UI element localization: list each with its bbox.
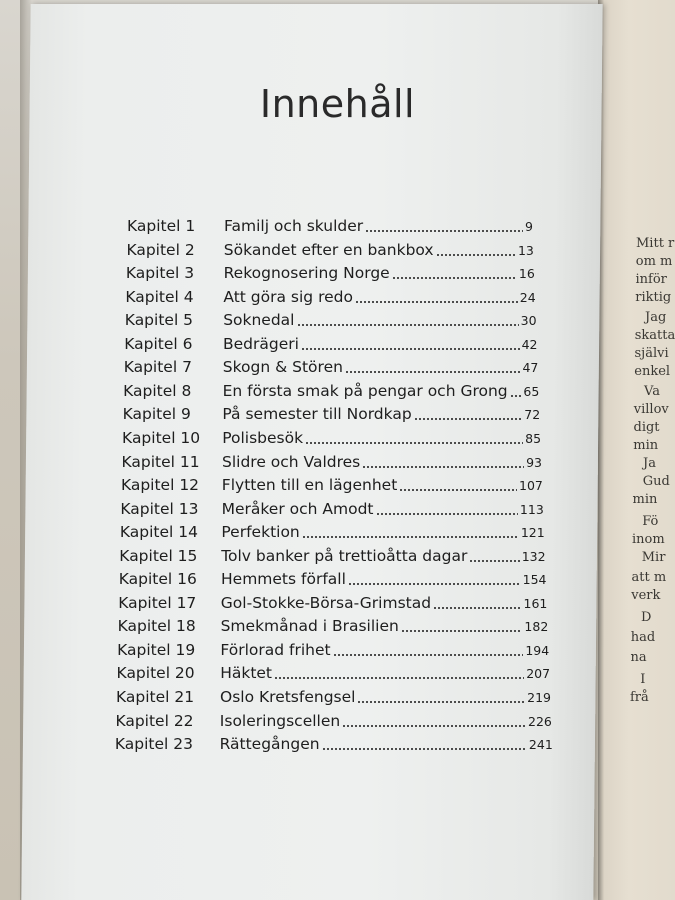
chapter-entry — [223, 308, 536, 333]
chapter-title: Tolv banker på trettioåtta dagar — [221, 546, 468, 565]
chapter-label: Kapitel 14 — [119, 523, 198, 542]
page-number: 182 — [524, 619, 549, 635]
facing-page-text: Mir — [641, 550, 666, 565]
dot-leader — [302, 532, 519, 539]
toc-row — [0, 709, 675, 733]
chapter-title: Förlorad frihet — [220, 640, 331, 659]
chapter-entry — [222, 450, 542, 475]
chapter-label: Kapitel 9 — [122, 405, 191, 424]
page-number: 13 — [517, 242, 534, 258]
dot-leader — [355, 297, 518, 304]
toc-row — [0, 497, 675, 521]
chapter-label: Kapitel 23 — [114, 735, 193, 754]
page-number: 65 — [523, 383, 540, 399]
dot-leader — [510, 391, 522, 398]
chapter-entry — [222, 497, 544, 522]
chapter-title: Bedrägeri — [223, 334, 299, 353]
toc-row — [0, 238, 675, 262]
facing-page-text: min — [633, 438, 659, 453]
facing-page-text: had — [630, 630, 656, 645]
chapter-entry — [222, 473, 543, 498]
chapter-title: Slidre och Valdres — [222, 452, 361, 471]
chapter-title: Polisbesök — [222, 428, 304, 447]
facing-page-text: inom — [632, 532, 665, 547]
chapter-label: Kapitel 21 — [116, 688, 195, 706]
chapter-title: Meråker och Amodt — [221, 499, 374, 518]
chapter-title: En första smak på pengar och Grong — [222, 381, 508, 400]
chapter-title: Familj och skulder — [224, 217, 364, 235]
chapter-title: Hemmets förfall — [221, 570, 346, 589]
facing-page-text: enkel — [634, 364, 671, 379]
dot-leader — [365, 226, 523, 233]
chapter-entry — [223, 285, 535, 310]
toc-row — [0, 520, 675, 544]
page-number: 30 — [520, 313, 537, 329]
chapter-label: Kapitel 15 — [119, 546, 198, 565]
chapter-label: Kapitel 4 — [125, 287, 194, 306]
dot-leader — [362, 462, 524, 469]
page-number: 72 — [524, 407, 541, 423]
toc-row — [0, 661, 675, 685]
dot-leader — [274, 673, 524, 680]
facing-page-text: Ja — [643, 456, 656, 471]
facing-page-text: riktig — [635, 290, 672, 305]
page-number: 47 — [522, 360, 539, 376]
toc-row — [0, 473, 675, 497]
page-number: 9 — [525, 219, 533, 234]
chapter-label: Kapitel 10 — [122, 428, 201, 447]
dot-leader — [301, 344, 520, 351]
chapter-entry — [223, 332, 538, 357]
chapter-label: Kapitel 11 — [121, 452, 200, 471]
chapter-entry — [222, 402, 540, 427]
dot-leader — [305, 438, 523, 445]
chapter-title: Oslo Kretsfengsel — [220, 688, 356, 706]
chapter-label: Kapitel 19 — [117, 640, 196, 659]
chapter-label: Kapitel 16 — [118, 570, 197, 589]
dot-leader — [297, 320, 519, 327]
toc-row — [0, 285, 675, 309]
chapter-entry — [223, 355, 539, 380]
chapter-entry — [222, 426, 541, 451]
dot-leader — [436, 250, 516, 257]
chapter-title: Perfektion — [221, 523, 300, 542]
page-number: 194 — [525, 642, 550, 658]
toc-row — [0, 544, 675, 568]
toc-row — [0, 685, 675, 709]
chapter-title: Häktet — [220, 664, 273, 683]
chapter-entry — [221, 591, 548, 616]
chapter-label: Kapitel 22 — [115, 711, 194, 730]
page-number: 219 — [527, 690, 551, 705]
facing-page-text: frå — [630, 690, 649, 705]
toc-row — [0, 402, 675, 426]
page-title: Innehåll — [259, 82, 416, 126]
chapter-label: Kapitel 13 — [120, 499, 199, 518]
chapter-entry — [224, 214, 533, 239]
chapter-title: Rekognosering Norge — [223, 264, 390, 283]
chapter-label: Kapitel 6 — [124, 334, 193, 353]
facing-page-text: Mitt r — [636, 236, 675, 251]
dot-leader — [322, 744, 527, 751]
chapter-entry — [220, 709, 552, 734]
page-number: 85 — [525, 430, 542, 446]
chapter-label: Kapitel 7 — [123, 358, 192, 377]
facing-page-text: skatta — [634, 328, 675, 343]
toc-row — [0, 614, 675, 638]
chapter-title: Sökandet efter en bankbox — [223, 240, 434, 259]
toc-row — [0, 426, 675, 450]
chapter-label: Kapitel 12 — [120, 476, 200, 495]
chapter-label: Kapitel 3 — [125, 264, 195, 283]
chapter-title: Skogn & Stören — [222, 358, 343, 377]
chapter-entry — [220, 685, 551, 710]
toc-row — [0, 638, 675, 662]
page-number: 154 — [522, 572, 547, 588]
facing-page-text: na — [630, 650, 647, 665]
chapter-title: Soknedal — [223, 311, 295, 330]
toc-row — [0, 379, 675, 403]
chapter-entry — [221, 544, 545, 569]
facing-page-text: Jag — [645, 310, 667, 325]
toc-row — [0, 308, 675, 332]
facing-page-text: självi — [634, 346, 669, 361]
dot-leader — [333, 650, 524, 657]
facing-page-text: verk — [631, 588, 661, 603]
chapter-entry — [221, 520, 544, 545]
dot-leader — [357, 697, 525, 704]
chapter-entry — [220, 732, 553, 757]
chapter-title: Isoleringscellen — [219, 711, 341, 730]
chapter-label: Kapitel 8 — [123, 381, 192, 400]
chapter-label: Kapitel 1 — [127, 217, 196, 235]
toc-row — [0, 332, 675, 356]
toc-row — [0, 214, 675, 238]
page-number: 113 — [519, 501, 544, 517]
facing-page-text: I — [640, 672, 646, 687]
facing-page-text: Gud — [642, 474, 670, 489]
page-number: 24 — [519, 289, 536, 305]
facing-page-text: Fö — [642, 514, 659, 529]
toc-row — [0, 450, 675, 474]
dot-leader — [469, 556, 519, 563]
chapter-title: Rättegången — [219, 735, 320, 754]
chapter-label: Kapitel 18 — [117, 617, 196, 636]
chapter-title: Gol-Stokke-Börsa-Grimstad — [220, 593, 432, 612]
toc-row — [0, 355, 675, 379]
chapter-title: Att göra sig redo — [223, 287, 353, 306]
chapter-entry — [221, 614, 549, 639]
page-number: 132 — [521, 548, 546, 564]
page-number: 121 — [520, 525, 545, 541]
chapter-entry — [221, 567, 547, 592]
page-number: 93 — [526, 454, 542, 470]
chapter-entry — [220, 661, 550, 686]
dot-leader — [399, 485, 517, 492]
facing-page-text: inför — [635, 272, 667, 287]
toc-row — [0, 732, 675, 756]
chapter-entry — [224, 238, 534, 263]
dot-leader — [392, 273, 517, 280]
chapter-title: Smekmånad i Brasilien — [220, 617, 399, 636]
chapter-label: Kapitel 2 — [126, 240, 195, 259]
dot-leader — [401, 626, 523, 633]
page-number: 161 — [523, 595, 548, 611]
chapter-entry — [224, 261, 535, 286]
page-number: 226 — [528, 713, 552, 729]
page-number: 42 — [521, 336, 538, 352]
facing-page-text: min — [632, 492, 658, 507]
dot-leader — [345, 367, 521, 374]
toc-row — [0, 591, 675, 615]
dot-leader — [433, 603, 521, 610]
facing-page-text: digt — [633, 420, 660, 435]
dot-leader — [376, 509, 518, 516]
toc-row — [0, 567, 675, 591]
chapter-title: På semester till Nordkap — [222, 405, 412, 424]
facing-page-text: D — [641, 610, 652, 625]
page-number: 107 — [519, 478, 543, 494]
dot-leader — [342, 721, 526, 728]
dot-leader — [348, 579, 521, 586]
chapter-title: Flytten till en lägenhet — [221, 476, 398, 495]
page-number: 16 — [518, 266, 535, 282]
page-number: 241 — [528, 737, 553, 753]
facing-page-text: att m — [631, 570, 667, 585]
facing-page-text: Va — [644, 384, 660, 399]
chapter-label: Kapitel 17 — [118, 593, 197, 612]
facing-page-text: villov — [633, 402, 669, 417]
toc-row — [0, 261, 675, 285]
chapter-label: Kapitel 5 — [124, 311, 194, 330]
chapter-entry — [223, 379, 540, 404]
dot-leader — [414, 414, 523, 421]
page-number: 207 — [526, 666, 551, 682]
facing-page-text: om m — [635, 254, 673, 269]
chapter-entry — [220, 638, 549, 663]
chapter-label: Kapitel 20 — [116, 664, 195, 683]
